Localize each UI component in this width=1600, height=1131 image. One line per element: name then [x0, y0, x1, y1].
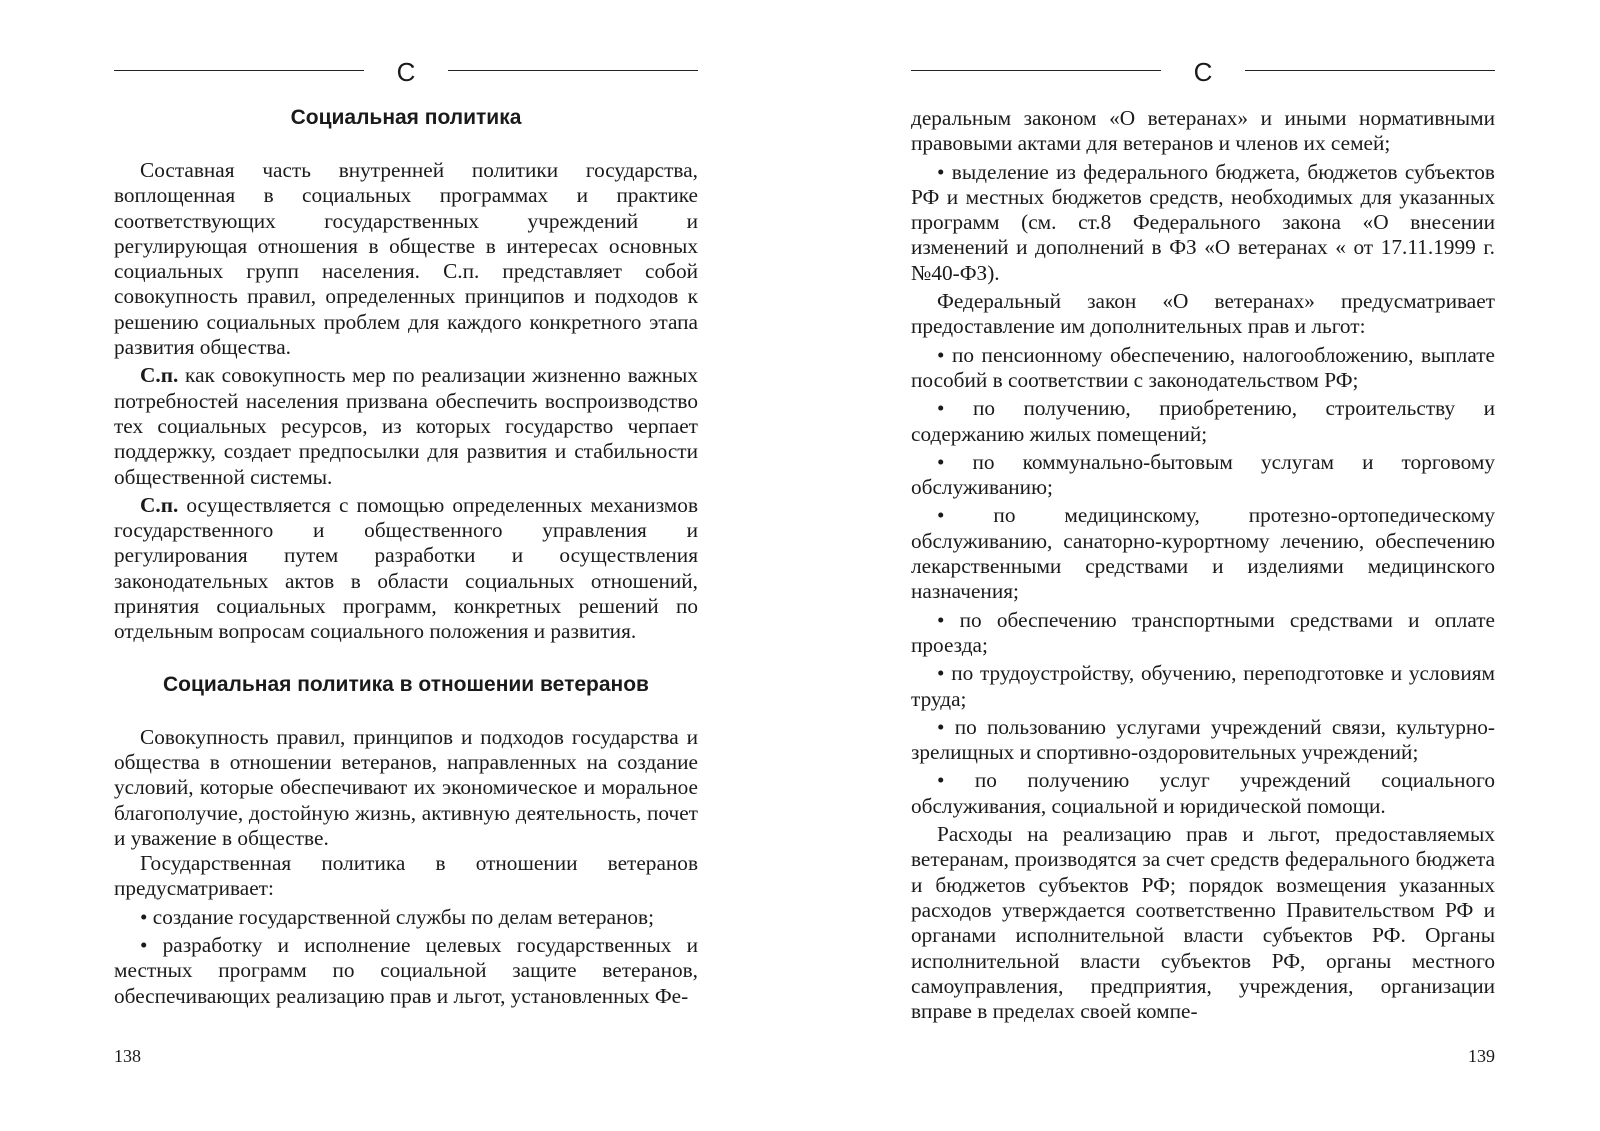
- bullet-item: • по коммунально-бытовым услугам и торговому обслуживанию;: [911, 449, 1495, 500]
- paragraph: [114, 363, 698, 489]
- bullet-item: • создание государственной службы по делам ветеранов;: [140, 904, 655, 929]
- page-number: 139: [1468, 1046, 1495, 1066]
- bullet-item: • разработку и исполнение целевых государственных и местных программ по социальной защите ветеранов, обеспечивающих реализацию прав и льгот, установленных Фе-: [114, 933, 698, 1008]
- paragraph: Федеральный закон «О ветеранах» предусматривает предоставление им дополнительных прав и льгот:: [911, 289, 1495, 339]
- paragraph: [114, 493, 698, 645]
- letter-header: [911, 58, 1495, 88]
- bullet-item: • выделение из федерального бюджета, бюджетов субъектов РФ и местных бюджетов средств, необходимых для указанных программ (см. ст.8 Федерального закона «О внесении изменений и дополнений в ФЗ «О ветеранах « от 17.11.1999 г. №40-ФЗ).: [911, 159, 1495, 285]
- letter-header: [114, 58, 698, 88]
- right-text-flow: [911, 106, 1495, 1024]
- header-rule-right: [448, 70, 698, 71]
- term-abbreviation: С.п.: [140, 492, 179, 517]
- header-rule-left: [911, 70, 1161, 71]
- right-page: [911, 0, 1495, 1131]
- bullet-item: • по медицинскому, протезно-ортопедическому обслуживанию, санаторно-курортному лечению, обеспечению лекарственными средствами и изделиями медицинского назначения;: [911, 503, 1495, 604]
- section-letter: С: [396, 57, 416, 87]
- paragraph-continuation: деральным законом «О ветеранах» и иными нормативными правовыми актами для ветеранов и членов их семей;: [911, 106, 1495, 156]
- left-text-flow: [114, 104, 698, 1009]
- paragraph: Расходы на реализацию прав и льгот, предоставляемых ветеранам, производятся за счет средств федерального бюджета и бюджетов субъектов РФ; порядок возмещения указанных расходов утверждается соответственно Правительством РФ и органами исполнительной власти субъектов РФ. Органы исполнительной власти субъектов РФ, органы местного самоуправления, предприятия, учреждения, организации вправе в пределах своей компе-: [911, 822, 1495, 1024]
- paragraph-text: как совокупность мер по реализации жизненно важных потребностей населения призвана обеспечить воспроизводство тех социальных ресурсов, из которых государство черпает поддержку, создает предпосылки для развития и стабильности общественной системы.: [114, 363, 698, 489]
- section-letter: С: [1193, 57, 1213, 87]
- bullet-item: • по получению, приобретению, строительству и содержанию жилых помещений;: [911, 396, 1495, 446]
- paragraph-text: осуществляется с помощью определенных механизмов государственного и общественного управления и регулирования путем разработки и осуществления законодательных актов в области социальных отношений, принятия социальных программ, конкретных решений по отдельным вопросам социального положения и развития.: [114, 492, 698, 644]
- paragraph: Совокупность правил, принципов и подходов государства и общества в отношении ветеранов, направленных на создание условий, которые обеспечивают их экономическое и моральное благополучие, достойную жизнь, активную деятельность, почет и уважение в обществе.: [114, 724, 698, 850]
- term-abbreviation: С.п.: [140, 363, 179, 388]
- bullet-item: • по пенсионному обеспечению, налогообложению, выплате пособий в соответствии с законодательством РФ;: [911, 342, 1495, 392]
- header-rule-right: [1245, 70, 1495, 71]
- bullet-item: • по трудоустройству, обучению, переподготовке и условиям труда;: [911, 661, 1495, 711]
- header-rule-left: [114, 70, 364, 71]
- bullet-item: • по пользованию услугами учреждений связи, культурно-зрелищных и спортивно-оздоровительных учреждений;: [911, 714, 1495, 765]
- page-number: 138: [114, 1046, 141, 1066]
- bullet-item: • по получению услуг учреждений социального обслуживания, социальной и юридической помощи.: [911, 768, 1495, 818]
- paragraph: Составная часть внутренней политики государства, воплощенная в социальных программах и практике соответствующих государственных учреждений и регулирующая отношения в обществе в интересах основных социальных групп населения. С.п. представляет собой совокупность правил, определенных принципов и подходов к решению социальных проблем для каждого конкретного этапа развития общества.: [114, 158, 698, 360]
- bullet-item: • по обеспечению транспортными средствами и оплате проезда;: [911, 607, 1495, 657]
- left-page: [114, 0, 698, 1131]
- paragraph: Государственная политика в отношении ветеранов предусматривает:: [114, 851, 698, 901]
- article-title-veterans-policy: Социальная политика в отношении ветеранов: [163, 672, 649, 696]
- article-title-social-policy: Социальная политика: [290, 106, 522, 129]
